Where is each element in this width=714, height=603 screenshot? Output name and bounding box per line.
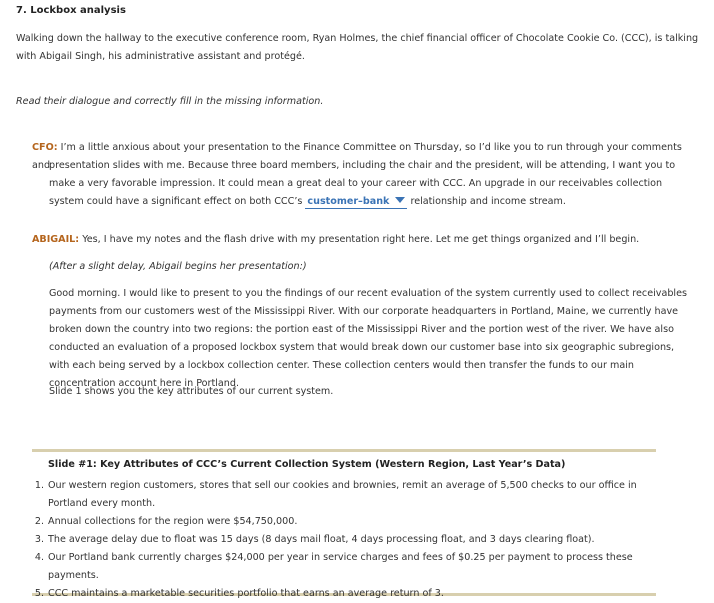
chevron-down-icon [395, 197, 405, 203]
list-item [32, 477, 656, 513]
slide-1-box [32, 449, 656, 599]
abigail-speaker-label: ABIGAIL: [32, 234, 80, 245]
list-item-text: Our western region customers, stores that sell our cookies and brownies, remit an average of 5,500 checks to our office in Portland every month. [48, 480, 637, 509]
problem-title: 7. Lockbox analysis [16, 5, 126, 16]
list-item [32, 549, 656, 585]
list-item-text: Annual collections for the region were $54,750,000. [48, 516, 298, 527]
list-item-text: The average delay due to float was 15 days (8 days mail float, 4 days processing float, and 3 days clearing float). [48, 534, 595, 545]
slide-attribute-list [32, 477, 656, 603]
slide-reference: Slide 1 shows you the key attributes of our current system. [49, 386, 334, 397]
list-item-number: 3. [34, 534, 44, 545]
answer-dropdown[interactable] [305, 195, 407, 209]
stage-direction: (After a slight delay, Abigail begins her presentation:) [49, 261, 307, 272]
list-item-number: 1. [34, 480, 44, 491]
cfo-speaker-label: CFO: [32, 142, 58, 153]
cfo-body-text: presentation slides with me. Because three board members, including the chair and the president, will be attending, I want you to make a very favorable impression. It could mean a great deal to your career with CCC. An upgrade in our receivables collection system could have a significant effect on both CCC’s [49, 160, 676, 207]
list-item-text: CCC maintains a marketable securities portfolio that earns an average return of 3. [48, 588, 444, 599]
cfo-body-text-end: relationship and income stream. [407, 196, 566, 207]
dropdown-selected-value: customer–bank [307, 196, 390, 207]
slide-title: Slide #1: Key Attributes of CCC’s Current Collection System (Western Region, Last Year’s Data) [48, 459, 566, 470]
abigail-reply: Yes, I have my notes and the flash drive with my presentation right here. Let me get things organized and I’ll begin. [79, 234, 640, 245]
list-item [32, 585, 656, 603]
cfo-first-line: I’m a little anxious about your presentation to the Finance Committee on Thursday, so I’d like you to run through your comments and [32, 142, 682, 171]
intro-paragraph: Walking down the hallway to the executive conference room, Ryan Holmes, the chief financial officer of Chocolate Cookie Co. (CCC), is talking with Abigail Singh, his administrative assistant and protégé. [16, 33, 699, 62]
abigail-line [32, 231, 692, 249]
list-item-text: Our Portland bank currently charges $24,000 per year in service charges and fees of $0.25 per payment to process these payments. [48, 552, 633, 581]
list-item [32, 513, 656, 531]
cfo-dialogue-body [49, 157, 694, 211]
list-item-number: 2. [34, 516, 44, 527]
instruction-text: Read their dialogue and correctly fill in the missing information. [16, 96, 324, 107]
list-item-number: 4. [34, 552, 44, 563]
list-item [32, 531, 656, 549]
list-item-number: 5. [34, 588, 44, 599]
presentation-speech: Good morning. I would like to present to you the findings of our recent evaluation of the system currently used to collect receivables payments from our customers west of the Mississippi River. With our corporate headquarters in Portland, Maine, we currently have broken down the country into two regions: the portion east of the Mississippi River and the portion west of the river. We have also conducted an evaluation of a proposed lockbox system that would break down our customer base into six geographic subregions, with each being served by a lockbox collection center. These collection centers would then transfer the funds to our main concentration account here in Portland. [49, 288, 687, 389]
